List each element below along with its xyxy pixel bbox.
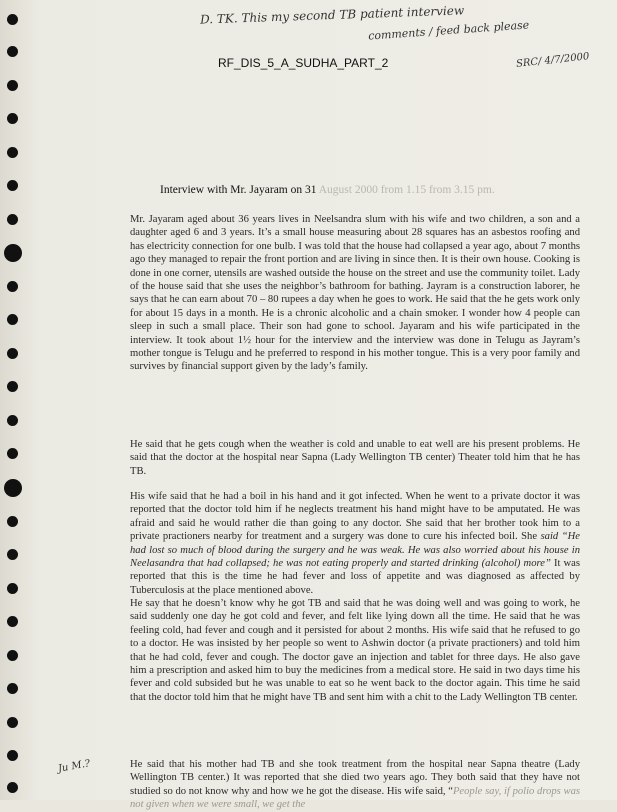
punch-hole [7,616,18,627]
paragraph-text: He said that he gets cough when the weather is cold and unable to eat well are his present problems. He said that the doctor at the hospital near Sapna (Lady Wellington TB center) Theater told him that he has TB. [130,439,580,477]
punch-hole-large [4,244,22,262]
interview-heading [160,184,495,196]
punch-hole-large [4,479,22,497]
punch-hole [7,314,18,325]
punch-hole [7,180,18,191]
punch-hole [7,80,18,91]
paragraph-wife-account [130,490,580,597]
punch-hole [7,782,18,793]
punch-hole [7,147,18,158]
faint-quote-text: People say, if polio drops was not given when we were small, we get the [130,785,580,811]
punch-hole [7,750,18,761]
handwritten-note: comments / feed back please [367,18,530,43]
paragraph-mother-tb [130,758,580,812]
punch-hole [7,281,18,292]
punch-hole [7,46,18,57]
punch-hole [7,113,18,124]
paragraph-text: It was reported that this is the time he had fever and loss of appetite and was diagnosed as affected by Tuberculosis at the place mentioned above. [130,558,580,596]
paragraph-illness-history [130,597,580,704]
punch-hole [7,214,18,225]
punch-hole [7,650,18,661]
punch-hole [7,583,18,594]
punch-hole [7,549,18,560]
punch-hole [7,415,18,426]
heading-text: Interview with Mr. Jayaram on 31 [160,184,317,196]
handwritten-note: D. TK. This my second TB patient interview [199,3,465,27]
punch-hole [7,381,18,392]
paragraph-text: He said that his mother had TB and she took treatment from the hospital near Sapna theatre (Lady Wellington TB center.) It was reported that she died two years ago. They both said that they have not studied so do not know why and how we he got the disease. His wife said, “ [130,759,580,797]
punch-hole [7,516,18,527]
punch-hole [7,683,18,694]
heading-faint-text: August 2000 from 1.15 from 3.15 pm. [318,184,495,196]
document-title: RF_DIS_5_A_SUDHA_PART_2 [218,56,389,70]
paragraph-text: He say that he doesn’t know why he got TB and said that he was doing well and was going to work, he said suddenly one day he got cold and fever, and felt like lying down all the time. He said that he was feeling cold, had fever and cough and it persisted for about 2 months. His wife said that he refused to go to a doctor. He was insisted by her people so went to Ashwin doctor (a private practioners) and told him that he had cold, fever and cough. The doctor gave an injection and tablet for three days. He also gave him a prescription and asked him to buy the medicines from a medical store. He said in two days time his fever and cold subsided but he was unable to eat so he went back to the doctor again. This time he said that the doctor told him that he might have TB and sent him with a chit to the Lady Wellington TB center. [130,598,580,703]
quote-text: said “He had lost so much of blood during the surgery and he was weak. He was also worried about his house in Neelasandra that had collapsed; he was not eating properly and started drinking (alcohol) more” [130,531,580,570]
punch-hole [7,448,18,459]
paragraph-text: Mr. Jayaram aged about 36 years lives in Neelsandra slum with his wife and two children, a son and a daughter aged 6 and 3 years. It’s a small house measuring about 28 squares has an asbestos roofing and has electricity connection for one bulb. I was told that the house had collapsed a year ago, about 7 months ago they managed to repair the front portion and are living in since then. It is their own house. Cooking is done in one corner, utensils are washed outside the house on the street and use the community toilet. Lady of the house said that she uses the neighbor’s bathroom for bathing. Jayram is a construction laborer, he says that he can earn about 70 – 80 rupees a day when he goes to work. He said that the he gets work only for about 15 days in a month. He is a chronic alcoholic and a chain smoker. I wonder how 4 people can sleep in such a small place. Their son had gone to school. Jayaram and his wife participated in the interview. It took about 1½ hour for the interview and the interview was done in Telugu as Jayram’s mother tongue is Telugu and he preferred to respond in his mother tongue. This is a very poor family and survives by financial support given by the lady’s family. [130,214,580,373]
punch-hole [7,717,18,728]
paragraph-household [130,213,580,374]
paragraph-symptoms [130,438,580,478]
punch-hole [7,14,18,25]
punch-hole [7,348,18,359]
paragraph-text: His wife said that he had a boil in his hand and it got infected. When he went to a private doctor it was reported that the doctor told him if he neglects treatment his hand might have to be amputated. He was afraid and said he would rather die than going to any doctor. She said that her brother took him to a private practioners nearby for treatment and a surgery was done to cure his infected boil. She [130,491,580,543]
margin-initials: Ju M.? [57,758,92,775]
handwritten-date: SRC/ 4/7/2000 [515,51,590,70]
